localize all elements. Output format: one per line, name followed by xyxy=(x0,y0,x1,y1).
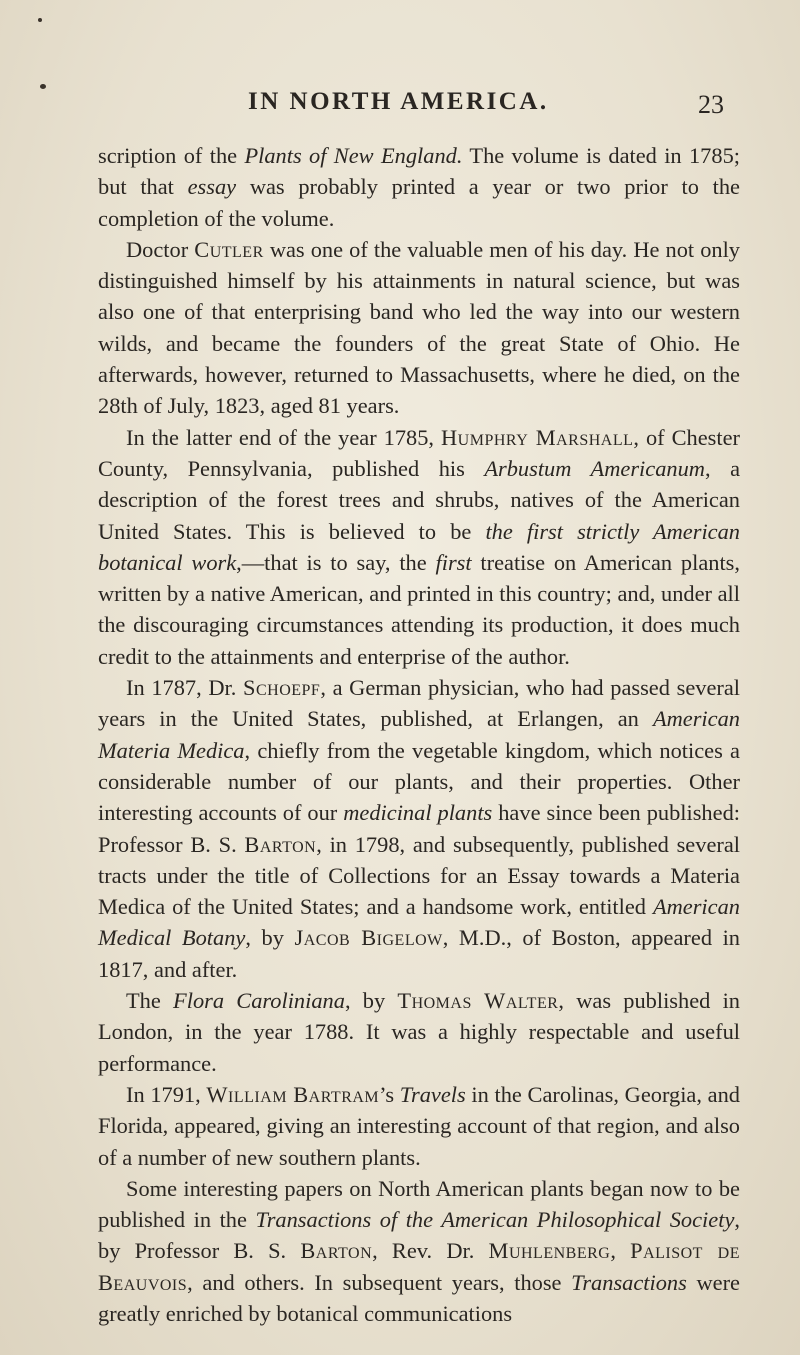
text-run: was probably printed a year or two prior to the completion of the volume. xyxy=(98,174,740,231)
text-run: have since been published: Professor B. S. xyxy=(98,800,740,857)
italic-text: Flora Caroliniana xyxy=(173,988,345,1014)
text-run: Doctor xyxy=(126,236,195,262)
small-caps-name: Barton xyxy=(244,831,317,857)
text-run: The xyxy=(126,988,174,1014)
paragraph xyxy=(98,985,740,1079)
text-run: The volume is dated in 1785; but that xyxy=(98,143,740,200)
text-run: , a German physician, who had passed several years in the United States, published, at Erlangen, an xyxy=(98,675,741,732)
text-run: in the Carolinas, Georgia, and Florida, appeared, giving an interesting account of that region, and also of a number of new southern plants. xyxy=(98,1081,740,1170)
text-run: , by xyxy=(344,988,398,1014)
text-run: , a description of the forest trees and shrubs, natives of the American United States. This is believed to be xyxy=(98,455,741,544)
paragraph xyxy=(98,1079,740,1173)
text-run: In 1787, Dr. xyxy=(126,675,244,701)
italic-text: American Materia Medica xyxy=(98,706,740,763)
paragraph xyxy=(98,422,740,672)
ink-fleck xyxy=(38,18,42,22)
small-caps-name: Humphry Marshall xyxy=(441,424,634,450)
text-run: , M.D., of Boston, appeared in 1817, and after. xyxy=(98,925,740,982)
text-run: In 1791, xyxy=(126,1081,207,1107)
small-caps-name: Palisot de Beauvois xyxy=(98,1238,740,1295)
small-caps-name: William Bartram xyxy=(206,1081,380,1107)
text-run: , Rev. Dr. xyxy=(372,1238,489,1264)
text-run: Some interesting papers on North American plants began now to be published in the xyxy=(98,1175,740,1233)
paragraph xyxy=(98,140,740,234)
text-run: In the latter end of the year 1785, xyxy=(126,424,441,450)
text-run: , in 1798, and subsequently, published several tracts under the title of Collections for an Essay towards a Materia Medica of the United States; and a handsome work, entitled xyxy=(98,831,740,920)
italic-text: Travels xyxy=(399,1081,466,1107)
paragraph xyxy=(98,672,740,985)
italic-text: Plants of New England. xyxy=(244,143,463,168)
small-caps-name: Jacob Bigelow xyxy=(294,925,443,951)
text-run: ,—that is to say, the xyxy=(236,549,436,575)
text-run: , by Professor B. S. xyxy=(98,1207,740,1264)
italic-text: first xyxy=(435,549,472,575)
small-caps-name: Thomas Walter xyxy=(397,988,559,1014)
text-run: , by xyxy=(245,925,295,951)
page-number: 23 xyxy=(698,90,724,119)
paragraph xyxy=(98,1173,740,1329)
small-caps-name: Muhlenberg xyxy=(488,1238,611,1264)
small-caps-name: Schoepf xyxy=(243,675,321,701)
text-run: scription of the xyxy=(98,143,245,168)
text-run: was one of the valuable men of his day. He not only distinguished himself by his attainments in natural science, but was also one of that enterprising band who led the way into our western wilds, and became the founders of the great State of Ohio. He afterwards, however, returned to Massachusetts, where he died, on the 28th of July, 1823, aged 81 years. xyxy=(98,236,741,419)
small-caps-name: Barton xyxy=(300,1238,373,1264)
text-run: ’s xyxy=(379,1081,400,1107)
text-run: were greatly enriched by botanical communications xyxy=(98,1269,740,1326)
italic-text: Transactions xyxy=(571,1269,687,1295)
italic-text: Arbustum Americanum xyxy=(484,455,705,481)
text-run: , xyxy=(610,1238,631,1264)
text-run: , was published in London, in the year 1788. It was a highly respectable and useful performance. xyxy=(98,988,740,1076)
text-run: , chiefly from the vegetable kingdom, which notices a considerable number of our plants, and their properties. Other interesting accounts of our xyxy=(98,737,740,826)
page-header xyxy=(0,88,800,128)
text-run: treatise on American plants, written by a native American, and printed in this country; and, under all the discouraging circumstances attending its production, it does much credit to the attainments and enterprise of the author. xyxy=(98,549,740,669)
text-run: , and others. In subsequent years, those xyxy=(187,1269,572,1295)
italic-text: American Medical Botany xyxy=(98,894,740,951)
text-run: , of Chester County, Pennsylvania, published his xyxy=(98,424,741,481)
italic-text: the first strictly American botanical work xyxy=(98,518,740,575)
italic-text: medicinal plants xyxy=(343,800,493,826)
small-caps-name: Cutler xyxy=(194,236,264,262)
running-head: IN NORTH AMERICA. xyxy=(248,88,549,115)
italic-text: essay xyxy=(187,174,237,200)
paragraph xyxy=(98,234,740,422)
body-text xyxy=(98,140,740,1329)
italic-text: Transactions of the American Philosophical Society xyxy=(255,1207,735,1233)
